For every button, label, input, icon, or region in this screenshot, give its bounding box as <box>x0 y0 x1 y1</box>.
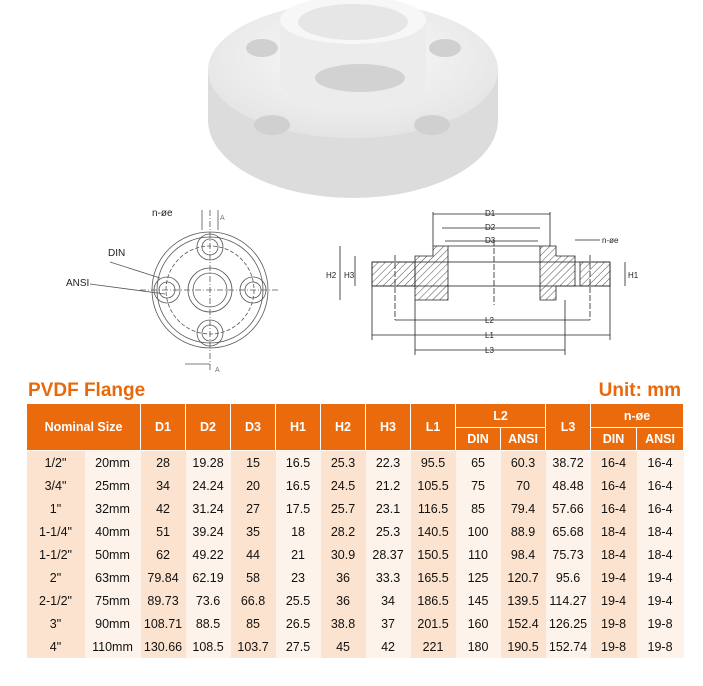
cell-l3: 126.25 <box>546 612 591 635</box>
header-d3: D3 <box>231 404 276 451</box>
cell-l1: 221 <box>411 635 456 658</box>
cell-nominal-mm: 90mm <box>85 612 141 635</box>
cell-d1: 108.71 <box>141 612 186 635</box>
cell-n-oe-ansi: 16-4 <box>637 451 684 475</box>
section-mark-bottom: A <box>215 367 220 374</box>
cell-d3: 44 <box>231 543 276 566</box>
header-n-oe-din: DIN <box>591 428 637 451</box>
cell-d2: 108.5 <box>186 635 231 658</box>
ansi-label: ANSI <box>66 278 90 289</box>
cell-h1: 21 <box>276 543 321 566</box>
cell-l2-din: 75 <box>456 474 501 497</box>
d2-label: D2 <box>485 223 496 232</box>
cell-n-oe-din: 16-4 <box>591 474 637 497</box>
table-row <box>27 474 684 497</box>
cell-h2: 36 <box>321 589 366 612</box>
header-d2: D2 <box>186 404 231 451</box>
cell-l1: 116.5 <box>411 497 456 520</box>
cell-n-oe-ansi: 18-4 <box>637 543 684 566</box>
cell-n-oe-din: 18-4 <box>591 543 637 566</box>
cell-n-oe-ansi: 18-4 <box>637 520 684 543</box>
cell-d3: 58 <box>231 566 276 589</box>
cell-l3: 75.73 <box>546 543 591 566</box>
cell-h3: 42 <box>366 635 411 658</box>
cell-d2: 31.24 <box>186 497 231 520</box>
cell-h3: 22.3 <box>366 451 411 475</box>
cell-l1: 140.5 <box>411 520 456 543</box>
cell-nominal-mm: 63mm <box>85 566 141 589</box>
n-oe-label: n-øe <box>152 208 173 219</box>
flange-photo <box>200 0 510 205</box>
cell-h1: 26.5 <box>276 612 321 635</box>
cell-h1: 23 <box>276 566 321 589</box>
cell-h2: 25.3 <box>321 451 366 475</box>
cell-d3: 15 <box>231 451 276 475</box>
cell-l2-din: 85 <box>456 497 501 520</box>
cell-nominal-mm: 32mm <box>85 497 141 520</box>
table-row <box>27 635 684 658</box>
cell-n-oe-ansi: 19-4 <box>637 566 684 589</box>
cell-h3: 33.3 <box>366 566 411 589</box>
cell-l2-din: 110 <box>456 543 501 566</box>
l1-label: L1 <box>485 331 494 340</box>
cell-h1: 16.5 <box>276 451 321 475</box>
cell-l1: 95.5 <box>411 451 456 475</box>
cell-l3: 57.66 <box>546 497 591 520</box>
cell-l2-din: 125 <box>456 566 501 589</box>
cell-l1: 186.5 <box>411 589 456 612</box>
cell-d3: 35 <box>231 520 276 543</box>
cell-l2-din: 180 <box>456 635 501 658</box>
cell-n-oe-din: 16-4 <box>591 451 637 475</box>
table-row <box>27 497 684 520</box>
cell-l1: 150.5 <box>411 543 456 566</box>
header-h2: H2 <box>321 404 366 451</box>
cell-n-oe-ansi: 19-8 <box>637 635 684 658</box>
cell-l2-ansi: 60.3 <box>501 451 546 475</box>
cell-l2-ansi: 152.4 <box>501 612 546 635</box>
header-l3: L3 <box>546 404 591 451</box>
cell-h3: 28.37 <box>366 543 411 566</box>
cell-d2: 73.6 <box>186 589 231 612</box>
cell-l2-din: 100 <box>456 520 501 543</box>
cell-nominal-mm: 110mm <box>85 635 141 658</box>
cell-d1: 42 <box>141 497 186 520</box>
cell-d1: 130.66 <box>141 635 186 658</box>
cell-d3: 27 <box>231 497 276 520</box>
cell-d3: 85 <box>231 612 276 635</box>
cell-n-oe-ansi: 16-4 <box>637 474 684 497</box>
cell-d1: 89.73 <box>141 589 186 612</box>
cell-nominal-inch: 1" <box>27 497 85 520</box>
unit-label: Unit: mm <box>598 380 681 401</box>
cell-nominal-mm: 20mm <box>85 451 141 475</box>
front-view-drawing <box>80 200 280 375</box>
header-l2-din: DIN <box>456 428 501 451</box>
d3-label: D3 <box>485 236 496 245</box>
h3-label: H3 <box>344 271 355 280</box>
cell-n-oe-din: 19-4 <box>591 566 637 589</box>
cell-d1: 28 <box>141 451 186 475</box>
cell-l2-ansi: 190.5 <box>501 635 546 658</box>
table-row <box>27 451 684 475</box>
cell-l1: 201.5 <box>411 612 456 635</box>
cell-n-oe-din: 19-4 <box>591 589 637 612</box>
header-n-oe: n-øe <box>591 404 684 428</box>
cell-h3: 34 <box>366 589 411 612</box>
header-nominal-size: Nominal Size <box>27 404 141 451</box>
cell-l2-din: 145 <box>456 589 501 612</box>
d1-label: D1 <box>485 209 496 218</box>
cell-nominal-inch: 3/4" <box>27 474 85 497</box>
cell-h2: 38.8 <box>321 612 366 635</box>
cross-section-drawing <box>320 200 650 360</box>
cell-d1: 79.84 <box>141 566 186 589</box>
cell-h2: 45 <box>321 635 366 658</box>
header-l2-ansi: ANSI <box>501 428 546 451</box>
cell-d1: 34 <box>141 474 186 497</box>
cell-d2: 62.19 <box>186 566 231 589</box>
cell-h2: 36 <box>321 566 366 589</box>
cell-d2: 49.22 <box>186 543 231 566</box>
cell-n-oe-ansi: 16-4 <box>637 497 684 520</box>
cell-h3: 37 <box>366 612 411 635</box>
cell-l2-ansi: 88.9 <box>501 520 546 543</box>
dimensions-table <box>26 403 684 658</box>
cell-l2-ansi: 98.4 <box>501 543 546 566</box>
cell-nominal-inch: 4" <box>27 635 85 658</box>
cell-l2-ansi: 139.5 <box>501 589 546 612</box>
cell-d2: 88.5 <box>186 612 231 635</box>
table-row <box>27 566 684 589</box>
header-l2: L2 <box>456 404 546 428</box>
cell-nominal-inch: 3" <box>27 612 85 635</box>
cell-h1: 18 <box>276 520 321 543</box>
cell-l1: 105.5 <box>411 474 456 497</box>
cell-l3: 48.48 <box>546 474 591 497</box>
h2-label: H2 <box>326 271 337 280</box>
table-row <box>27 612 684 635</box>
cell-h1: 17.5 <box>276 497 321 520</box>
cell-d1: 51 <box>141 520 186 543</box>
cell-l3: 152.74 <box>546 635 591 658</box>
cell-h2: 24.5 <box>321 474 366 497</box>
cell-h1: 16.5 <box>276 474 321 497</box>
cell-nominal-inch: 1-1/4" <box>27 520 85 543</box>
cell-nominal-inch: 1-1/2" <box>27 543 85 566</box>
cell-h2: 25.7 <box>321 497 366 520</box>
table-row <box>27 520 684 543</box>
cell-d2: 19.28 <box>186 451 231 475</box>
cell-h3: 25.3 <box>366 520 411 543</box>
cell-nominal-mm: 40mm <box>85 520 141 543</box>
cell-nominal-inch: 1/2" <box>27 451 85 475</box>
header-l1: L1 <box>411 404 456 451</box>
l2-label: L2 <box>485 316 494 325</box>
cell-l3: 114.27 <box>546 589 591 612</box>
cell-d3: 66.8 <box>231 589 276 612</box>
cell-h3: 23.1 <box>366 497 411 520</box>
cell-n-oe-din: 19-8 <box>591 635 637 658</box>
table-row <box>27 589 684 612</box>
section-mark-top: A <box>220 215 225 222</box>
cell-d2: 39.24 <box>186 520 231 543</box>
cell-h2: 28.2 <box>321 520 366 543</box>
cell-l3: 65.68 <box>546 520 591 543</box>
cell-n-oe-ansi: 19-8 <box>637 612 684 635</box>
cell-n-oe-din: 16-4 <box>591 497 637 520</box>
header-d1: D1 <box>141 404 186 451</box>
cell-h3: 21.2 <box>366 474 411 497</box>
cell-l3: 95.6 <box>546 566 591 589</box>
cell-h1: 25.5 <box>276 589 321 612</box>
cell-d3: 20 <box>231 474 276 497</box>
cell-nominal-inch: 2-1/2" <box>27 589 85 612</box>
cell-nominal-mm: 25mm <box>85 474 141 497</box>
header-h3: H3 <box>366 404 411 451</box>
header-n-oe-ansi: ANSI <box>637 428 684 451</box>
product-title: PVDF Flange <box>28 380 146 401</box>
cell-l2-ansi: 79.4 <box>501 497 546 520</box>
header-h1: H1 <box>276 404 321 451</box>
h1-label: H1 <box>628 271 639 280</box>
cell-l2-din: 160 <box>456 612 501 635</box>
cell-l3: 38.72 <box>546 451 591 475</box>
cell-d2: 24.24 <box>186 474 231 497</box>
cell-n-oe-din: 19-8 <box>591 612 637 635</box>
cell-l1: 165.5 <box>411 566 456 589</box>
n-oe-section-label: n-øe <box>602 236 619 245</box>
l3-label: L3 <box>485 346 494 355</box>
cell-nominal-mm: 50mm <box>85 543 141 566</box>
cell-n-oe-din: 18-4 <box>591 520 637 543</box>
cell-nominal-inch: 2" <box>27 566 85 589</box>
din-label: DIN <box>108 248 126 259</box>
cell-d1: 62 <box>141 543 186 566</box>
cell-h1: 27.5 <box>276 635 321 658</box>
cell-nominal-mm: 75mm <box>85 589 141 612</box>
cell-n-oe-ansi: 19-4 <box>637 589 684 612</box>
cell-l2-din: 65 <box>456 451 501 475</box>
cell-l2-ansi: 120.7 <box>501 566 546 589</box>
table-row <box>27 543 684 566</box>
cell-d3: 103.7 <box>231 635 276 658</box>
cell-l2-ansi: 70 <box>501 474 546 497</box>
cell-h2: 30.9 <box>321 543 366 566</box>
